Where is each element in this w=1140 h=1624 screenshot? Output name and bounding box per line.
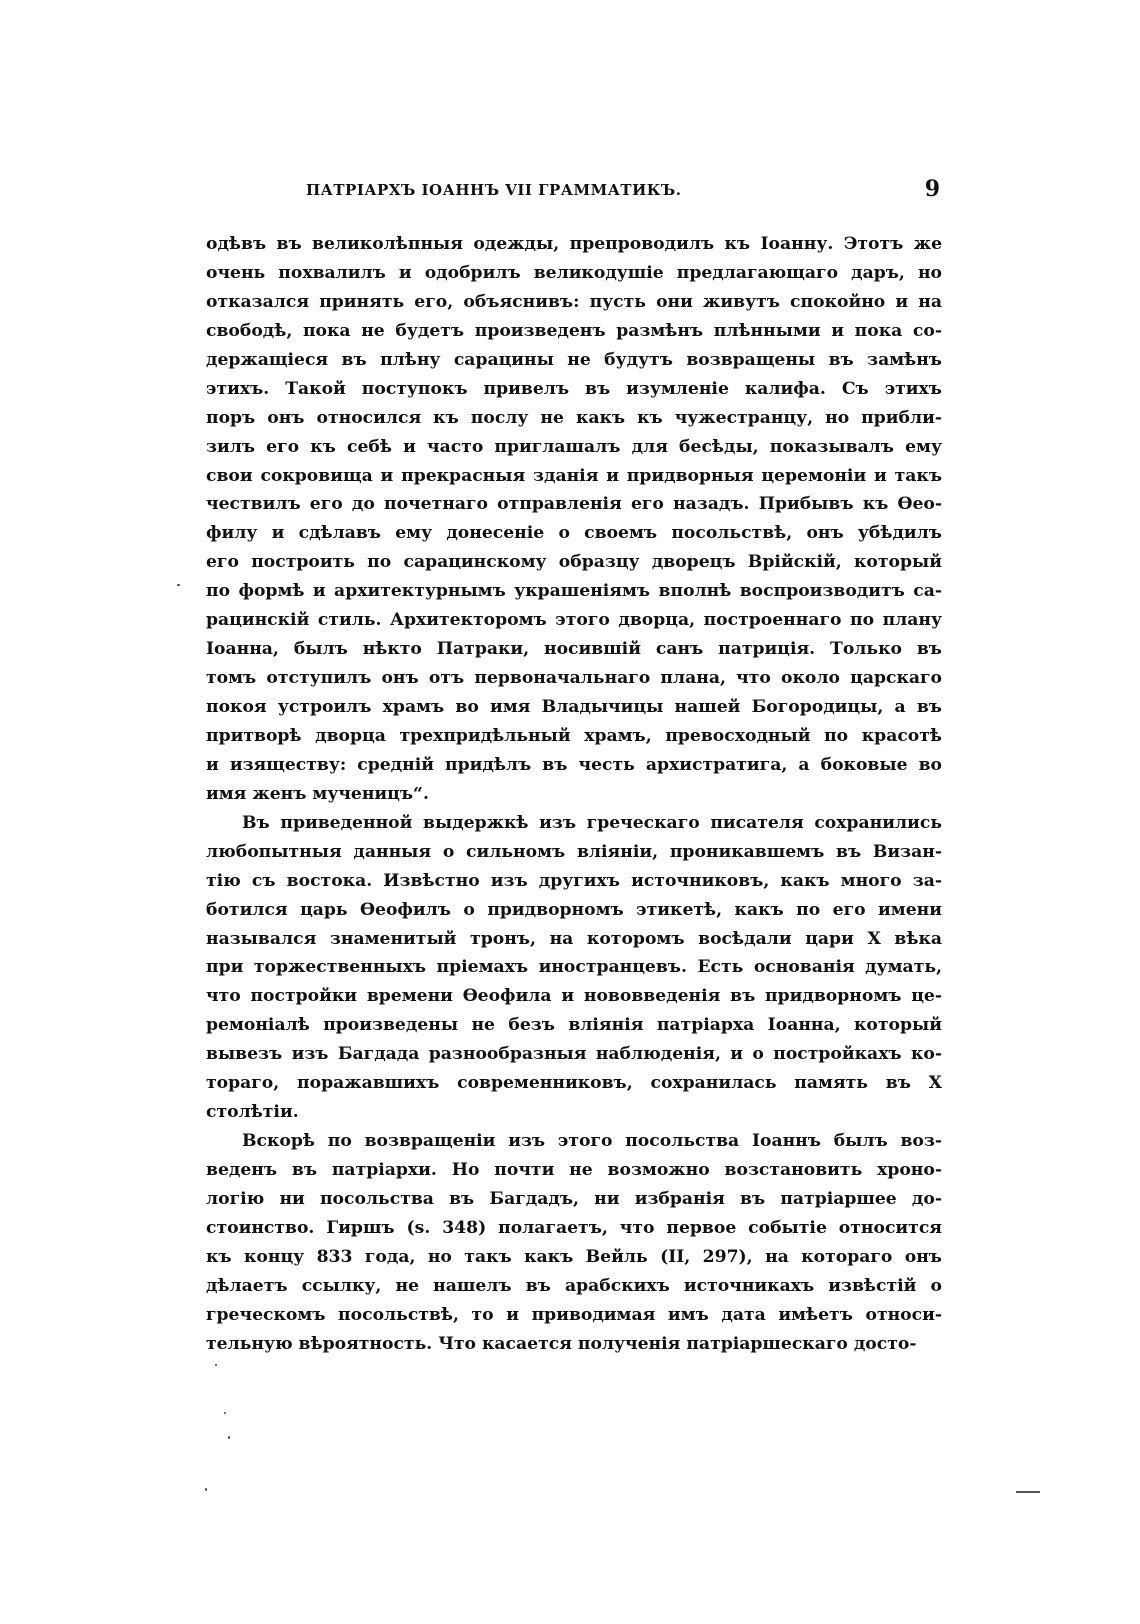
text-line: тельную вѣроятность. Что касается полученія патріаршескаго досто- (206, 1333, 917, 1354)
scan-speck (228, 1436, 230, 1439)
text-line: назывался знаменитый тронъ, на которомъ восѣдали цари X вѣка (206, 928, 942, 949)
text-line: чествилъ его до почетнаго отправленія его назадъ. Прибывъ къ Ѳео- (206, 494, 942, 515)
text-line: Іоанна, былъ нѣкто Патраки, носившій санъ патриція. Только въ (206, 639, 942, 660)
scan-dash-mark (1016, 1491, 1040, 1493)
text-line: столѣтіи. (206, 1102, 299, 1123)
paragraph (206, 1127, 942, 1359)
page-number: 9 (924, 176, 940, 202)
text-line: этихъ. Такой поступокъ привелъ въ изумленіе калифа. Съ этихъ (206, 378, 942, 399)
text-line: Въ приведенной выдержкѣ изъ греческаго писателя сохранились (242, 812, 942, 833)
text-line: его построить по сарацинскому образцу дворецъ Врійскій, который (206, 552, 942, 573)
paragraph (206, 809, 942, 1127)
text-line: при торжественныхъ пріемахъ иностранцевъ. Есть основанія думать, (206, 957, 942, 978)
text-line: тію съ востока. Извѣстно изъ другихъ источниковъ, какъ много за- (206, 870, 942, 891)
text-line: любопытныя данныя о сильномъ вліяніи, проникавшемъ въ Визан- (206, 841, 942, 862)
scan-speck (215, 1364, 217, 1366)
text-line: по формѣ и архитектурнымъ украшеніямъ вполнѣ воспроизводитъ са- (206, 581, 942, 602)
text-line: филу и сдѣлавъ ему донесеніе о своемъ посольствѣ, онъ убѣдилъ (206, 523, 942, 544)
scan-speck (177, 584, 180, 586)
text-line: свои сокровища и прекрасныя зданія и придворныя церемоніи и такъ (206, 465, 942, 486)
text-line: логію ни посольства въ Багдадъ, ни избранія въ патріаршее до- (206, 1188, 942, 1209)
scan-speck (205, 1488, 207, 1491)
running-header (206, 178, 942, 208)
text-line: что постройки времени Ѳеофила и нововведенія въ придворномъ це- (206, 986, 942, 1007)
text-line: держащіеся въ плѣну сарацины не будутъ возвращены въ замѣнъ (206, 349, 942, 370)
text-line: томъ отступилъ онъ отъ первоначальнаго плана, что около царскаго (206, 668, 942, 689)
text-line: вывезъ изъ Багдада разнообразныя наблюденія, и о постройкахъ ко- (206, 1044, 942, 1065)
text-line: къ концу 833 года, но такъ какъ Вейль (II, 297), на котораго онъ (206, 1246, 942, 1267)
text-line: поръ онъ относился къ послу не какъ къ чужестранцу, но прибли- (206, 407, 942, 428)
running-title: ПАТРІАРХЪ ІОАННЪ VII ГРАММАТИКЪ. (306, 181, 682, 199)
text-line: отказался принять его, объяснивъ: пусть они живутъ спокойно и на (206, 291, 942, 312)
text-line: и изяществу: средній придѣлъ въ честь архистратига, а боковые во (206, 754, 942, 775)
text-line: греческомъ посольствѣ, то и приводимая имъ дата имѣетъ относи- (206, 1304, 942, 1325)
text-line: имя женъ мученицъ“. (206, 783, 429, 804)
text-line: дѣлаетъ ссылку, не нашелъ въ арабскихъ источникахъ извѣстій о (206, 1275, 942, 1296)
text-line: зилъ его къ себѣ и часто приглашалъ для бесѣды, показывалъ ему (206, 436, 942, 457)
text-line: очень похвалилъ и одобрилъ великодушіе предлагающаго даръ, но (206, 262, 942, 283)
text-line: ремоніалѣ произведены не безъ вліянія патріарха Іоанна, который (206, 1015, 942, 1036)
scan-speck (224, 1412, 226, 1414)
text-line: Вскорѣ по возвращеніи изъ этого посольства Іоаннъ былъ воз- (242, 1131, 942, 1152)
text-line: покоя устроилъ храмъ во имя Владычицы нашей Богородицы, а въ (206, 697, 942, 717)
paragraph (206, 230, 942, 809)
text-line: ботился царь Ѳеофилъ о придворномъ этикетѣ, какъ по его имени (206, 899, 942, 920)
text-line: рацинскій стиль. Архитекторомъ этого дворца, построеннаго по плану (206, 610, 942, 631)
text-line: тораго, поражавшихъ современниковъ, сохранилась память въ X (206, 1073, 942, 1094)
body-text (206, 230, 942, 1359)
text-line: стоинство. Гиршъ (s. 348) полагаетъ, что первое событіе относится (206, 1217, 942, 1238)
text-line: веденъ въ патріархи. Но почти не возможно возстановить хроно- (206, 1160, 942, 1180)
text-line: свободѣ, пока не будетъ произведенъ размѣнъ плѣнными и пока со- (206, 320, 942, 341)
text-line: одѣвъ въ великолѣпныя одежды, препроводилъ къ Іоанну. Этотъ же (206, 234, 942, 254)
text-line: притворѣ дворца трехпридѣльный храмъ, превосходный по красотѣ (206, 725, 942, 746)
